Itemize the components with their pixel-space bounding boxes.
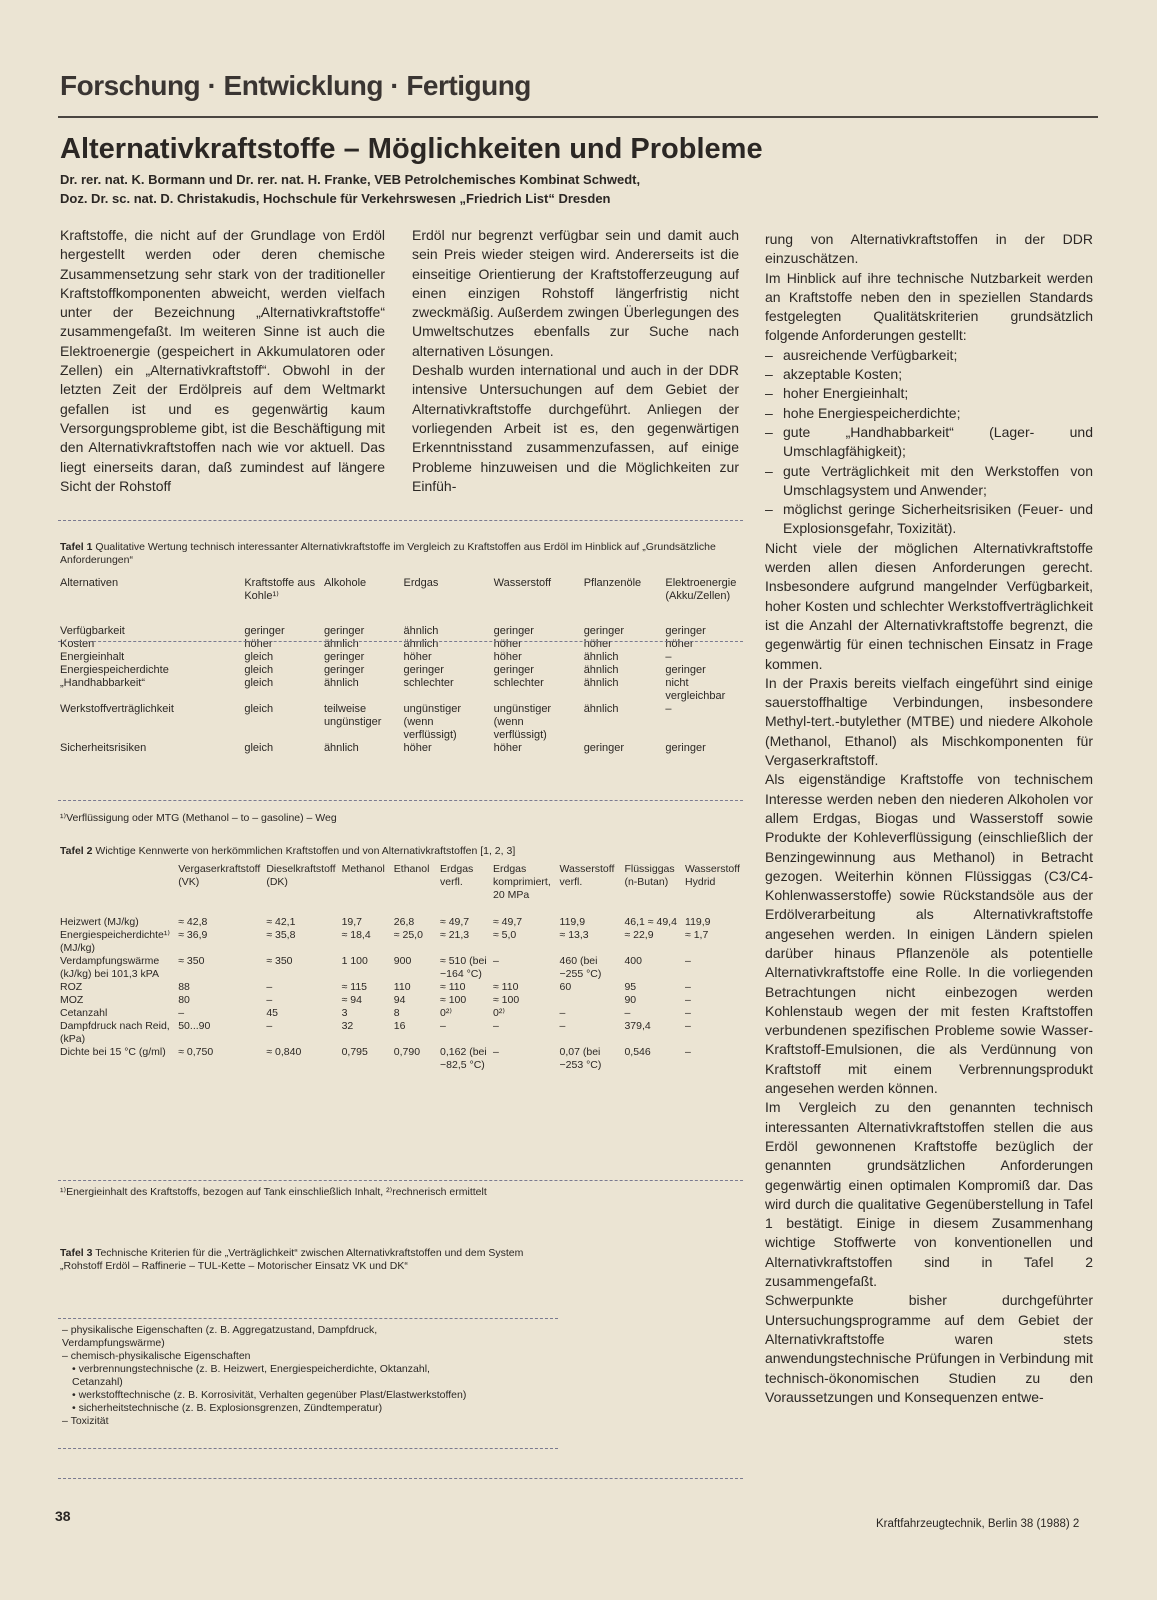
table-cell: geringer bbox=[323, 651, 365, 663]
paragraph: Im Vergleich zu den genannten technisch interessanten Alternativkraftstoffen stellen die aus Erdöl gewonnenen Kraftstoffe bezüglich der genannten grundsätzlichen Anforderungen gegenwärtig einen optimalen Kompromiß dar. Das wird durch die qualitative Gegenüberstellung in Tafel 1 bestätigt. Einige in diesem Zusammenhang wichtige Stoffwerte von konventionellen und Alternativkraftstoffen sind in Tafel 2 zusammengefaßt. bbox=[765, 1099, 1093, 1290]
journal-reference: Kraftfahrzeugtechnik, Berlin 38 (1988) 2 bbox=[876, 1518, 1080, 1530]
table-row bbox=[57, 1007, 743, 1020]
table-cell: ähnlich bbox=[583, 703, 619, 715]
table-header: Ethanol bbox=[393, 863, 430, 875]
table-cell: höher bbox=[403, 742, 432, 754]
table-cell: 90 bbox=[624, 994, 637, 1006]
table-cell: teilweise ungünstiger bbox=[323, 703, 382, 728]
table3-caption bbox=[60, 1247, 530, 1273]
authors bbox=[60, 170, 840, 208]
table-cell: ≈ 100 bbox=[440, 994, 467, 1006]
list-item: – hoher Energieinhalt; bbox=[783, 384, 1093, 403]
table-cell: 0,162 (bei −82,5 °C) bbox=[440, 1046, 487, 1071]
paragraph: Nicht viele der möglichen Alternativkraftstoffe werden allen diesen Anforderungen gerecht. Insbesondere aufgrund mangelnder Verfügbarkeit, hoher Kosten und schlechter Werkstoffverträglichkeit ist die Anzahl der Alternativkraftstoffe begrenzt, die gegenwärtig für einen technischen Einsatz in Frage kommen. bbox=[765, 539, 1093, 672]
table-header: Vergaserkraftstoff (VK) bbox=[178, 863, 261, 888]
table-row bbox=[57, 1046, 743, 1072]
criteria-item: – physikalische Eigenschaften (z. B. Aggregatzustand, Dampfdruck, Verdampfungswärme) bbox=[62, 1324, 378, 1349]
table-cell: höher bbox=[493, 742, 522, 754]
table-cell: 110 bbox=[393, 981, 411, 993]
table-cell: ähnlich bbox=[583, 664, 619, 676]
row-label: Cetanzahl bbox=[60, 1007, 108, 1019]
table-row bbox=[57, 994, 743, 1007]
row-label: Verdampfungswärme (kJ/kg) bei 101,3 kPA bbox=[60, 955, 160, 980]
row-label: Energiespeicherdichte¹⁾ (MJ/kg) bbox=[60, 929, 170, 954]
table-cell: – bbox=[685, 1020, 691, 1032]
table3-bottom-rule bbox=[58, 1448, 558, 1450]
row-label: Heizwert (MJ/kg) bbox=[60, 916, 139, 928]
table2-label: Tafel 2 bbox=[60, 845, 93, 857]
page-bottom-rule bbox=[58, 1478, 743, 1480]
table-cell: – bbox=[493, 1020, 499, 1032]
table-cell: höher bbox=[403, 651, 432, 663]
table1-header-rule bbox=[58, 641, 743, 643]
paragraph: Deshalb wurden international und auch in der DDR intensive Untersuchungen auf dem Gebiet der Alternativkraftstoffe durchgeführt. Anliegen der vorliegenden Arbeit ist es, den gegenwärtigen Erkenntnisstand zusammenzufassen, auf einige Probleme hinzuweisen und die Möglichkeiten zur Einfüh- bbox=[412, 362, 739, 494]
table-cell: 32 bbox=[341, 1020, 354, 1032]
paragraph: In der Praxis bereits vielfach eingeführt sind einige sauerstoffhaltige Verbindungen, insbesondere Methyl-tert.-butylether (MTBE) und niedere Alkohole (Methanol, Ethanol) als Mischkomponenten für Vergaserkraftstoff. bbox=[765, 674, 1093, 769]
text-column-1 bbox=[60, 226, 385, 496]
table-cell: gleich bbox=[244, 742, 274, 754]
table-cell: – bbox=[559, 1007, 566, 1019]
table-cell: – bbox=[685, 981, 691, 993]
table-cell: – bbox=[685, 1046, 691, 1058]
table-cell: 60 bbox=[559, 981, 572, 993]
table-header: Wasserstoff bbox=[493, 577, 552, 589]
table-row bbox=[57, 603, 743, 638]
table1-footnote: ¹⁾Verflüssigung oder MTG (Methanol – to – gasoline) – Weg bbox=[60, 812, 337, 824]
criteria-item: • verbrennungstechnische (z. B. Heizwert, Energiespeicherdichte, Oktanzahl, Cetanzahl) bbox=[72, 1363, 430, 1388]
table-header: Flüssiggas (n-Butan) bbox=[624, 863, 675, 888]
table-cell: gleich bbox=[244, 651, 274, 663]
list-item: – hohe Energiespeicherdichte; bbox=[783, 404, 1093, 423]
table-cell: 119,9 bbox=[685, 916, 711, 928]
row-label: Werkstoffverträglichkeit bbox=[60, 703, 174, 715]
table-cell: ≈ 25,0 bbox=[393, 929, 423, 941]
page-number: 38 bbox=[55, 1508, 71, 1524]
criteria-item: • sicherheitstechnische (z. B. Explosionsgrenzen, Zündtemperatur) bbox=[72, 1402, 383, 1414]
table-cell: ungünstiger (wenn verflüssigt) bbox=[403, 703, 462, 741]
table1-top-rule bbox=[58, 520, 743, 522]
table-cell: ≈ 42,1 bbox=[266, 916, 296, 928]
table-header: Kraftstoffe aus Kohle¹⁾ bbox=[244, 577, 316, 602]
table-cell: – bbox=[493, 955, 499, 967]
table-cell: geringer bbox=[323, 664, 365, 676]
list-item: – ausreichende Verfügbarkeit; bbox=[783, 346, 1093, 365]
row-label: ROZ bbox=[60, 981, 83, 993]
table-cell: schlechter bbox=[403, 677, 454, 689]
table-cell bbox=[557, 994, 622, 1007]
table-cell: nicht vergleichbar bbox=[665, 677, 726, 702]
row-label: Verfügbarkeit bbox=[60, 625, 125, 637]
table-row bbox=[57, 902, 743, 929]
text-column-2 bbox=[412, 226, 739, 496]
table-cell: 80 bbox=[178, 994, 190, 1006]
table-header: Wasserstoff verfl. bbox=[559, 863, 615, 888]
table-cell: ähnlich bbox=[323, 742, 359, 754]
table-cell: 88 bbox=[178, 981, 190, 993]
table-cell: 3 bbox=[341, 1007, 348, 1019]
table-row bbox=[57, 664, 743, 677]
table-cell: – bbox=[493, 1046, 499, 1058]
table-cell: – bbox=[178, 1007, 185, 1019]
table-cell: – bbox=[266, 981, 273, 993]
table-header-row bbox=[57, 577, 743, 603]
table2-caption bbox=[60, 845, 740, 858]
table-header: Dieselkraftstoff (DK) bbox=[266, 863, 336, 888]
table-cell: ≈ 100 bbox=[493, 994, 520, 1006]
table-row bbox=[57, 955, 743, 981]
list-item: – akzeptable Kosten; bbox=[783, 365, 1093, 384]
table1-caption bbox=[60, 541, 740, 567]
table2-caption-text: Wichtige Kennwerte von herkömmlichen Kraftstoffen und von Alternativkraftstoffen [1, 2, 3] bbox=[95, 845, 516, 857]
table-cell: 0,546 bbox=[624, 1046, 651, 1058]
table-cell: ungünstiger (wenn verflüssigt) bbox=[493, 703, 552, 741]
paragraph: Im Hinblick auf ihre technische Nutzbarkeit werden an Kraftstoffe neben den in speziellen Standards festgelegten Qualitätskriterien grundsätzlich folgende Anforderungen gestellt: bbox=[765, 269, 1093, 344]
table-header: Methanol bbox=[341, 863, 385, 875]
table-header: Elektroenergie (Akku/Zellen) bbox=[665, 577, 737, 602]
row-label: Energieinhalt bbox=[60, 651, 125, 663]
table-cell: geringer bbox=[244, 625, 285, 637]
table-cell: 50...90 bbox=[178, 1020, 211, 1032]
table-cell: 95 bbox=[624, 981, 637, 993]
paragraph: Schwerpunkte bisher durchgeführter Untersuchungsprogramme auf dem Gebiet der Alternativkraftstoffe waren stets anwendungstechnische Prüfungen in Verbindung mit technisch-ökonomischen Studien zu den Voraussetzungen und Konsequenzen entwe- bbox=[765, 1292, 1093, 1405]
table-cell: ≈ 21,3 bbox=[440, 929, 470, 941]
table-cell: – bbox=[624, 1007, 631, 1019]
table-cell: 379,4 bbox=[624, 1020, 651, 1032]
list-item: – gute Verträglichkeit mit den Werkstoffen von Umschlagsystem und Anwender; bbox=[783, 462, 1093, 501]
table-cell: 0,795 bbox=[341, 1046, 368, 1058]
table-cell: 0,790 bbox=[393, 1046, 421, 1058]
section-heading: Forschung · Entwicklung · Fertigung bbox=[60, 70, 531, 101]
table-cell: – bbox=[266, 994, 273, 1006]
table-row bbox=[57, 677, 743, 703]
table-cell: 16 bbox=[393, 1020, 406, 1032]
table-cell: 119,9 bbox=[559, 916, 586, 928]
table-header: Erdgas komprimiert, 20 MPa bbox=[493, 863, 551, 901]
table-cell: geringer bbox=[665, 742, 706, 754]
table-cell: gleich bbox=[244, 677, 274, 689]
table-cell: ähnlich bbox=[583, 651, 619, 663]
table-cell: geringer bbox=[493, 664, 534, 676]
table-cell: ähnlich bbox=[403, 638, 439, 650]
table-cell: 46,1 ≈ 49,4 bbox=[624, 916, 677, 928]
row-label: „Handhabbarkeit“ bbox=[60, 677, 145, 689]
table-cell: ≈ 510 (bei −164 °C) bbox=[440, 955, 487, 980]
table-cell: – bbox=[266, 1020, 273, 1032]
table-cell: ≈ 22,9 bbox=[624, 929, 654, 941]
table-cell: ≈ 1,7 bbox=[685, 929, 709, 941]
table-cell: 0²⁾ bbox=[440, 1007, 452, 1019]
table-cell: höher bbox=[493, 651, 522, 663]
table-cell: ähnlich bbox=[583, 677, 619, 689]
authors-line-2: Doz. Dr. sc. nat. D. Christakudis, Hochschule für Verkehrswesen „Friedrich List“ Dresden bbox=[60, 191, 611, 206]
table-cell: 94 bbox=[393, 994, 406, 1006]
table-cell: schlechter bbox=[493, 677, 544, 689]
requirements-list bbox=[765, 346, 1093, 539]
criteria-item: – chemisch-physikalische Eigenschaften bbox=[62, 1350, 251, 1362]
row-label: Energiespeicherdichte bbox=[60, 664, 169, 676]
table-cell: ≈ 0,750 bbox=[178, 1046, 214, 1058]
table-cell: 19,7 bbox=[341, 916, 363, 928]
article-title: Alternativkraftstoffe – Möglichkeiten und Probleme bbox=[60, 133, 763, 165]
table-row bbox=[57, 742, 743, 755]
table-cell: 8 bbox=[393, 1007, 400, 1019]
table-header: Erdgas bbox=[403, 577, 439, 589]
table2-bottom-rule bbox=[58, 1180, 743, 1182]
table-header bbox=[57, 863, 175, 902]
table1-label: Tafel 1 bbox=[60, 541, 93, 553]
table-cell: ≈ 49,7 bbox=[440, 916, 470, 928]
table-cell: ≈ 94 bbox=[341, 994, 362, 1006]
table-cell: geringer bbox=[323, 625, 365, 637]
table-cell: 400 bbox=[624, 955, 642, 967]
table-cell: geringer bbox=[583, 625, 625, 637]
table-cell: ≈ 350 bbox=[266, 955, 293, 967]
table-row bbox=[57, 651, 743, 664]
table3-caption-text: Technische Kriterien für die „Verträglichkeit“ zwischen Alternativkraftstoffen und dem System „Rohstoff Erdöl – Raffinerie – TUL-Kette – Motorischer Einsatz VK und DK“ bbox=[60, 1247, 524, 1272]
table-header: Wasserstoff Hydrid bbox=[685, 863, 740, 888]
authors-line-1: Dr. rer. nat. K. Bormann und Dr. rer. nat. H. Franke, VEB Petrolchemisches Kombinat Schwedt, bbox=[60, 172, 641, 187]
table-cell: 460 (bei −255 °C) bbox=[559, 955, 602, 980]
table-cell: ≈ 36,9 bbox=[178, 929, 208, 941]
table-cell: gleich bbox=[244, 703, 274, 715]
table-cell: geringer bbox=[493, 625, 534, 637]
table-cell: 26,8 bbox=[393, 916, 415, 928]
table-cell: – bbox=[685, 1007, 691, 1019]
paragraph: Als eigenständige Kraftstoffe von technischem Interesse werden neben den niederen Alkoholen vor allem Erdgas, Biogas und Wasserstoff sowie Produkte der Kohleverflüssigung (einschließlich der Benzingewinnung aus Methanol) in Betracht gezogen. Weiterhin können Flüssiggas (C3/C4-Kohlenwasserstoffe) sowie Rückstandsöle aus der Erdölverarbeitung als Alternativkraftstoffe angesehen werden. In einigen Ländern spielen darüber hinaus Pflanzenöle als potentielle Alternativkraftstoffe eine Rolle. In die vorliegenden Betrachtungen nicht einbezogen werden Kohlenstaub wegen der mit festen Kraftstoffen verbundenen spezifischen Probleme sowie Wasser-Kraftstoff-Emulsionen, die als Verdünnung von Kraftstoff mit einem Verbrennungsprodukt angesehen werden können. bbox=[765, 771, 1093, 1097]
table-cell: ≈ 13,3 bbox=[559, 929, 589, 941]
table-2 bbox=[57, 863, 743, 1072]
row-label: Dampfdruck nach Reid, (kPa) bbox=[60, 1020, 170, 1045]
table1-bottom-rule bbox=[58, 800, 743, 802]
table-cell: höher bbox=[493, 638, 522, 650]
table-cell: ≈ 5,0 bbox=[493, 929, 517, 941]
criteria-item: – Toxizität bbox=[62, 1415, 109, 1427]
header-rule bbox=[58, 116, 1098, 118]
table-cell: gleich bbox=[244, 664, 274, 676]
table-cell: – bbox=[685, 955, 691, 967]
table-cell: ≈ 110 bbox=[440, 981, 466, 993]
row-label: Sicherheitsrisiken bbox=[60, 742, 147, 754]
table-cell: ≈ 42,8 bbox=[178, 916, 208, 928]
table-cell: geringer bbox=[665, 625, 706, 637]
table-header-row bbox=[57, 863, 743, 902]
table3-top-rule bbox=[58, 1318, 558, 1320]
row-label: Kosten bbox=[60, 638, 95, 650]
list-item: – möglichst geringe Sicherheitsrisiken (Feuer- und Explosionsgefahr, Toxizität). bbox=[783, 500, 1093, 539]
list-item: – gute „Handhabbarkeit“ (Lager- und Umschlagfähigkeit); bbox=[783, 423, 1093, 462]
table-cell: ≈ 115 bbox=[341, 981, 367, 993]
table-header: Alkohole bbox=[323, 577, 367, 589]
table-cell: ≈ 110 bbox=[493, 981, 519, 993]
paragraph: Kraftstoffe, die nicht auf der Grundlage von Erdöl hergestellt werden oder deren chemische Zusammensetzung sehr stark von der traditioneller Kraftstoffkomponenten abweicht, werden vielfach unter der Bezeichnung „Alternativkraftstoffe“ zusammengefaßt. Im weiteren Sinne ist auch die Elektroenergie (gespeichert in Akkumulatoren oder Zellen) ein „Alternativkraftstoff“. Obwohl in der letzten Zeit der Erdölpreis auf dem Weltmarkt gefallen ist und es gegenwärtig kaum Versorgungsprobleme gibt, ist die Beschäftigung mit den Alternativkraftstoffen nach wie vor aktuell. Das liegt einerseits daran, daß zumindest auf längere Sicht der Rohstoff bbox=[60, 227, 385, 494]
table-cell: 0²⁾ bbox=[493, 1007, 505, 1019]
table-1 bbox=[57, 577, 743, 755]
table-cell: 1 100 bbox=[341, 955, 368, 967]
table-cell: 45 bbox=[266, 1007, 279, 1019]
table-cell: ≈ 0,840 bbox=[266, 1046, 302, 1058]
table-header: Erdgas verfl. bbox=[440, 863, 474, 888]
table1-caption-text: Qualitative Wertung technisch interessanter Alternativkraftstoffe im Vergleich zu Kraftstoffen aus Erdöl im Hinblick auf „Grundsätzliche Anforderungen“ bbox=[60, 541, 716, 566]
table-row bbox=[57, 638, 743, 651]
table-header: Pflanzenöle bbox=[583, 577, 642, 589]
table-row bbox=[57, 981, 743, 994]
table-cell: höher bbox=[583, 638, 612, 650]
table-cell: ähnlich bbox=[323, 677, 359, 689]
table-cell: ≈ 49,7 bbox=[493, 916, 523, 928]
table-cell: 900 bbox=[393, 955, 412, 967]
table-cell: ≈ 350 bbox=[178, 955, 205, 967]
paragraph: rung von Alternativkraftstoffen in der DDR einzuschätzen. bbox=[765, 231, 1093, 267]
table-cell: – bbox=[559, 1020, 566, 1032]
table-cell: höher bbox=[665, 638, 694, 650]
paragraph: Erdöl nur begrenzt verfügbar sein und damit auch sein Preis wieder steigen wird. Andererseits ist die einseitige Orientierung der Kraftstofferzeugung auf einen einzigen Rohstoff längerfristig nicht zweckmäßig. Außerdem zwingen Überlegungen des Umweltschutzes ebenfalls zur Suche nach alternativen Lösungen. bbox=[412, 227, 739, 359]
table-cell: 0,07 (bei −253 °C) bbox=[559, 1046, 602, 1071]
table-cell: geringer bbox=[665, 664, 706, 676]
table-row bbox=[57, 1020, 743, 1046]
table-cell: ähnlich bbox=[323, 638, 359, 650]
row-label: MOZ bbox=[60, 994, 84, 1006]
table-cell: ≈ 35,8 bbox=[266, 929, 296, 941]
table3-label: Tafel 3 bbox=[60, 1247, 93, 1259]
table-row bbox=[57, 703, 743, 742]
table3-criteria bbox=[62, 1324, 482, 1428]
table-cell: ≈ 18,4 bbox=[341, 929, 371, 941]
table-cell: – bbox=[665, 703, 672, 715]
table-cell: ähnlich bbox=[403, 625, 439, 637]
text-column-3 bbox=[765, 230, 1093, 1407]
table-header: Alternativen bbox=[60, 577, 119, 589]
table-cell: höher bbox=[244, 638, 273, 650]
table-row bbox=[57, 929, 743, 955]
row-label: Dichte bei 15 °C (g/ml) bbox=[60, 1046, 166, 1058]
table-cell: – bbox=[685, 994, 691, 1006]
criteria-item: • werkstofftechnische (z. B. Korrosivität, Verhalten gegenüber Plast/Elastwerkstoffen) bbox=[72, 1389, 467, 1401]
table-cell: – bbox=[440, 1020, 446, 1032]
table-cell: geringer bbox=[403, 664, 444, 676]
table-cell: geringer bbox=[583, 742, 625, 754]
table-cell: – bbox=[665, 651, 672, 663]
table2-footnote: ¹⁾Energieinhalt des Kraftstoffs, bezogen auf Tank einschließlich Inhalt, ²⁾rechnerisch ermittelt bbox=[60, 1186, 487, 1198]
